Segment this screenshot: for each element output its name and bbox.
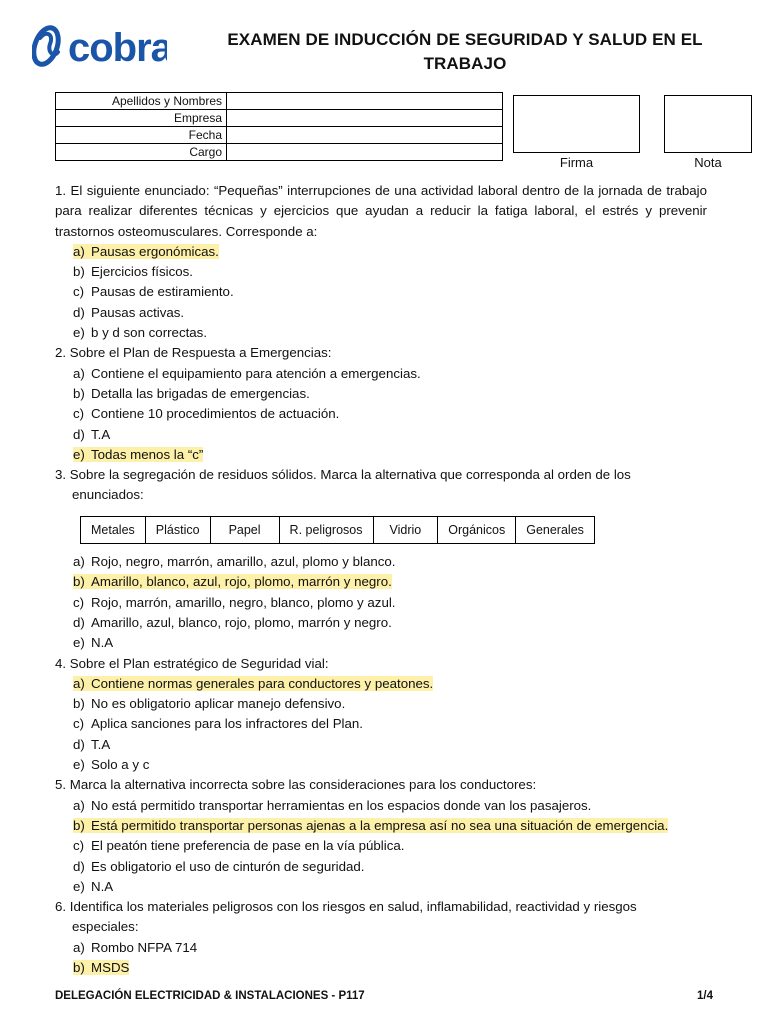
table-cell: Metales [81, 516, 146, 543]
question-number: 5. [55, 777, 67, 793]
option-text: El peatón tiene preferencia de pase en la vía pública. [91, 838, 405, 854]
option[interactable] [55, 425, 707, 445]
table-cell: Orgánicos [438, 516, 516, 543]
option[interactable] [55, 755, 707, 775]
option-text: No es obligatorio aplicar manejo defensivo. [91, 696, 346, 712]
option-letter: e) [73, 446, 85, 462]
info-value-cell[interactable] [227, 144, 503, 161]
option[interactable] [55, 958, 707, 978]
option-letter: e) [73, 757, 85, 773]
question-number: 4. [55, 655, 67, 671]
document-title [170, 28, 760, 76]
nota-box[interactable] [664, 95, 752, 153]
option-letter: b) [73, 264, 85, 280]
option-text: Rojo, negro, marrón, amarillo, azul, plomo y blanco. [91, 554, 396, 570]
question-text: Identifica los materiales peligrosos con los riesgos en salud, inflamabilidad, reactividad y riesgos [69, 899, 637, 915]
option-text: Rombo NFPA 714 [91, 939, 198, 955]
option[interactable] [55, 323, 707, 343]
option[interactable] [55, 593, 707, 613]
option[interactable] [55, 836, 707, 856]
option-text: Contiene 10 procedimientos de actuación. [91, 406, 340, 422]
option-letter: c) [73, 594, 85, 610]
option-letter: b) [73, 574, 85, 590]
option-text: Amarillo, blanco, azul, rojo, plomo, marrón y negro. [91, 574, 392, 590]
table-cell: R. peligrosos [279, 516, 373, 543]
table-cell: Plástico [145, 516, 210, 543]
question-text: Marca la alternativa incorrecta sobre las consideraciones para los conductores: [69, 777, 537, 793]
option[interactable] [55, 303, 707, 323]
personal-info-table [55, 92, 503, 161]
option[interactable] [55, 572, 707, 592]
option-text: T.A [91, 426, 111, 442]
option-letter: d) [73, 426, 85, 442]
option[interactable] [55, 404, 707, 424]
option[interactable] [55, 857, 707, 877]
question-text-continued: enunciados: [72, 487, 144, 503]
option-letter: d) [73, 858, 85, 874]
option[interactable] [55, 694, 707, 714]
option-letter: b) [73, 817, 85, 833]
option[interactable] [55, 633, 707, 653]
question-5 [55, 775, 707, 795]
info-row [56, 127, 503, 144]
option-text: MSDS [91, 959, 130, 975]
info-row [56, 144, 503, 161]
table-cell: Generales [516, 516, 595, 543]
option[interactable] [55, 816, 707, 836]
question-text-continued: especiales: [72, 919, 139, 935]
title-line-2: TRABAJO [423, 54, 507, 73]
option-letter: c) [73, 716, 85, 732]
firma-label: Firma [559, 155, 594, 170]
option-text: Solo a y c [91, 757, 150, 773]
question-1 [55, 181, 707, 242]
option[interactable] [55, 384, 707, 404]
option[interactable] [55, 445, 707, 465]
option-text: Pausas activas. [91, 304, 185, 320]
question-3 [55, 465, 707, 485]
page-footer [55, 990, 713, 1002]
question-4 [55, 654, 707, 674]
question-text: Sobre el Plan de Respuesta a Emergencias: [69, 345, 332, 361]
option[interactable] [55, 674, 707, 694]
info-value-cell[interactable] [227, 110, 503, 127]
question-number: 2. [55, 345, 67, 361]
option-letter: d) [73, 614, 85, 630]
option-text: Está permitido transportar personas ajenas a la empresa así no sea una situación de emergencia. [91, 817, 669, 833]
option[interactable] [55, 552, 707, 572]
option-letter: a) [73, 675, 85, 691]
cobra-logo-mark [32, 16, 167, 76]
option-letter: a) [73, 554, 85, 570]
option[interactable] [55, 735, 707, 755]
question-text: El siguiente enunciado: “Pequeñas” interrupciones de una actividad laboral dentro de la jornada de trabajo para realizar diferentes técnicas y ejercicios que ayudan a reducir la fatiga laboral, el estrés y prevenir trastornos osteomusculares. Corresponde a: [55, 183, 707, 239]
question-number: 6. [55, 899, 67, 915]
question-number: 3. [55, 467, 67, 483]
option[interactable] [55, 242, 707, 262]
option-letter: c) [73, 838, 85, 854]
info-row [56, 93, 503, 110]
question-2 [55, 343, 707, 363]
question-text: Sobre el Plan estratégico de Seguridad vial: [69, 655, 329, 671]
nota-label: Nota [694, 155, 722, 170]
option[interactable] [55, 877, 707, 897]
option-letter: d) [73, 304, 85, 320]
info-label: Fecha [56, 127, 227, 144]
option-text: Contiene el equipamiento para atención a emergencias. [91, 365, 421, 381]
option[interactable] [55, 262, 707, 282]
option[interactable] [55, 714, 707, 734]
table-row [81, 516, 595, 543]
option-text: Rojo, marrón, amarillo, negro, blanco, plomo y azul. [91, 594, 396, 610]
question-number: 1. [55, 183, 67, 198]
table-cell: Vidrio [373, 516, 438, 543]
option-text: N.A [91, 878, 114, 894]
info-label: Cargo [56, 144, 227, 161]
option-text: No está permitido transportar herramientas en los espacios donde van los pasajeros. [91, 797, 592, 813]
info-value-cell[interactable] [227, 127, 503, 144]
waste-segregation-table [80, 516, 595, 544]
logo-text: cobra [68, 26, 167, 70]
questions-section [55, 181, 707, 978]
option-letter: a) [73, 797, 85, 813]
table-cell: Papel [210, 516, 279, 543]
option-text: Detalla las brigadas de emergencias. [91, 385, 310, 401]
option-letter: a) [73, 939, 85, 955]
option-letter: b) [73, 959, 85, 975]
option[interactable] [55, 364, 707, 384]
option[interactable] [55, 613, 707, 633]
option-letter: c) [73, 284, 85, 300]
option-text: Pausas de estiramiento. [91, 284, 234, 300]
option-text: Pausas ergonómicas. [91, 243, 219, 259]
option-letter: c) [73, 406, 85, 422]
firma-box[interactable] [513, 95, 640, 153]
cobra-logo [32, 16, 167, 76]
info-value-cell[interactable] [227, 93, 503, 110]
option-text: N.A [91, 635, 114, 651]
footer-delegation: DELEGACIÓN ELECTRICIDAD & INSTALACIONES - P117 [55, 990, 365, 1002]
option-text: b y d son correctas. [91, 325, 208, 341]
page-number: 1/4 [697, 990, 713, 1002]
option-letter: b) [73, 696, 85, 712]
info-label: Apellidos y Nombres [56, 93, 227, 110]
option-text: Amarillo, azul, blanco, rojo, plomo, marrón y negro. [91, 614, 392, 630]
option-text: Es obligatorio el uso de cinturón de seguridad. [91, 858, 365, 874]
option[interactable] [55, 938, 707, 958]
info-row [56, 110, 503, 127]
question-6 [55, 897, 707, 917]
option-letter: b) [73, 385, 85, 401]
option-letter: d) [73, 736, 85, 752]
option-letter: e) [73, 878, 85, 894]
option-letter: e) [73, 325, 85, 341]
option-text: Contiene normas generales para conductores y peatones. [91, 675, 434, 691]
option[interactable] [55, 282, 707, 302]
option-letter: e) [73, 635, 85, 651]
question-text: Sobre la segregación de residuos sólidos. Marca la alternativa que corresponda al orden de los [69, 467, 631, 483]
option-letter: a) [73, 243, 85, 259]
option-text: Todas menos la “c” [91, 446, 204, 462]
option-text: Ejercicios físicos. [91, 264, 193, 280]
option[interactable] [55, 796, 707, 816]
option-text: Aplica sanciones para los infractores del Plan. [91, 716, 363, 732]
info-label: Empresa [56, 110, 227, 127]
option-text: T.A [91, 736, 111, 752]
title-line-1: EXAMEN DE INDUCCIÓN DE SEGURIDAD Y SALUD EN EL [227, 30, 703, 49]
option-letter: a) [73, 365, 85, 381]
